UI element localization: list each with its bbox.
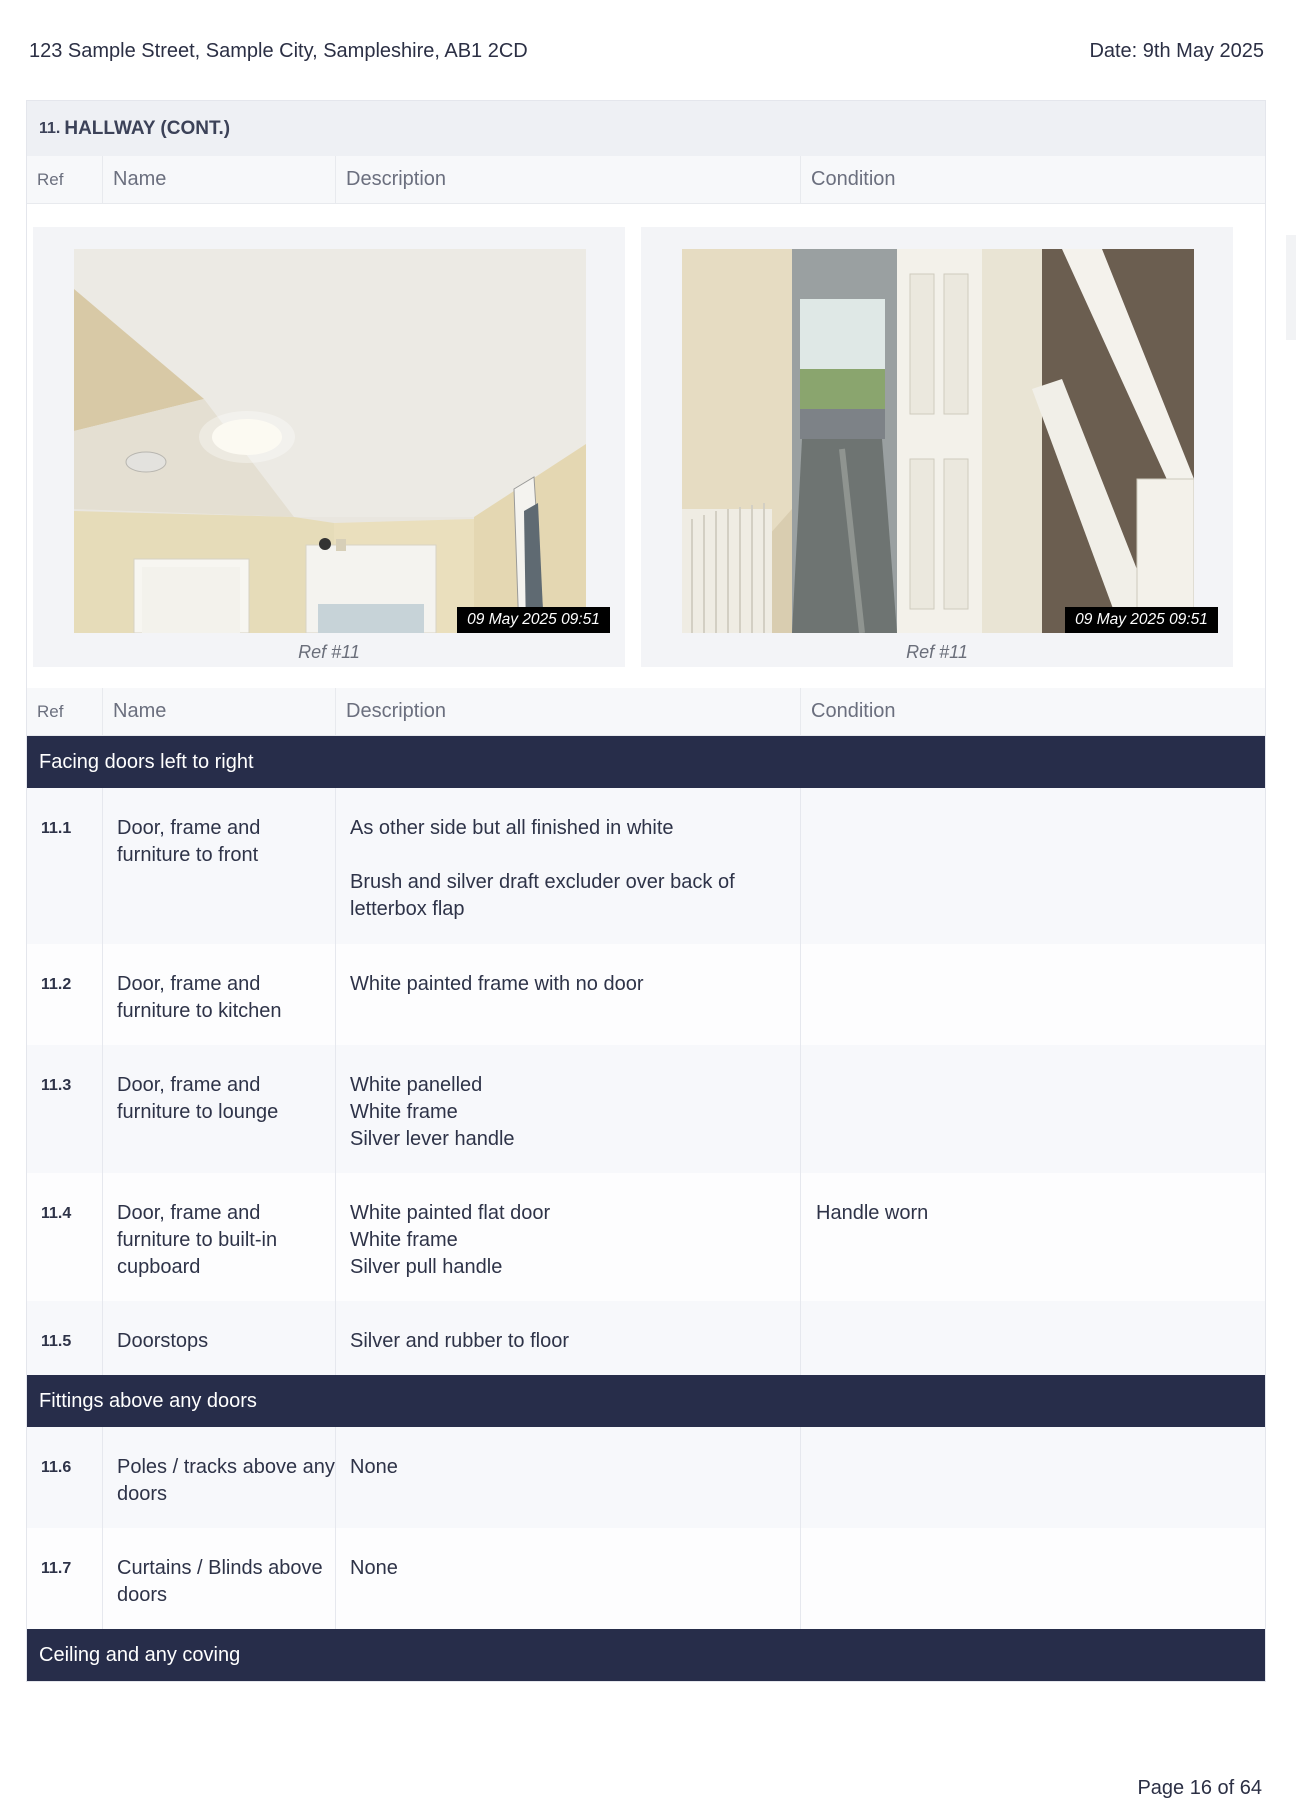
item-description: White painted frame with no door <box>336 944 801 1045</box>
table-row <box>27 944 1265 1045</box>
description-line: White frame <box>350 1229 458 1251</box>
table-row <box>27 1301 1265 1375</box>
item-description: Silver and rubber to floor <box>336 1301 801 1375</box>
group-header-ceiling: Ceiling and any coving <box>27 1629 1265 1681</box>
photo-card[interactable] <box>33 227 625 667</box>
item-description: None <box>336 1528 801 1629</box>
item-name: Poles / tracks above any doors <box>103 1427 336 1528</box>
column-name: Name <box>103 688 336 735</box>
page-header <box>29 40 1264 63</box>
description-line: Silver lever handle <box>350 1128 515 1150</box>
column-name: Name <box>103 156 336 203</box>
item-condition <box>801 788 1265 944</box>
item-name: Door, frame and furniture to kitchen <box>103 944 336 1045</box>
item-condition <box>801 1045 1265 1173</box>
inventory-table <box>26 100 1266 1682</box>
column-header-row <box>27 156 1265 204</box>
item-description <box>336 1173 801 1301</box>
item-description <box>336 788 801 944</box>
item-condition <box>801 1427 1265 1528</box>
item-ref: 11.5 <box>27 1301 103 1375</box>
table-row <box>27 1173 1265 1301</box>
photo-hallway-ceiling[interactable] <box>74 249 586 633</box>
group-header-doors: Facing doors left to right <box>27 736 1265 788</box>
item-condition <box>801 1528 1265 1629</box>
description-line: White panelled <box>350 1074 483 1096</box>
description-line: As other side but all finished in white <box>350 817 674 839</box>
description-line: White frame <box>350 1101 458 1123</box>
item-name: Curtains / Blinds above doors <box>103 1528 336 1629</box>
item-ref: 11.3 <box>27 1045 103 1173</box>
group-header-fittings: Fittings above any doors <box>27 1375 1265 1427</box>
column-condition: Condition <box>811 168 896 190</box>
item-name: Door, frame and furniture to built-in cupboard <box>103 1173 336 1301</box>
column-ref: Ref <box>27 156 103 203</box>
item-description: None <box>336 1427 801 1528</box>
description-line: White painted flat door <box>350 1202 551 1224</box>
photo-hallway-stairs[interactable] <box>682 249 1194 633</box>
item-ref: 11.6 <box>27 1427 103 1528</box>
column-description: Description <box>336 156 801 203</box>
column-header-row <box>27 688 1265 736</box>
column-ref: Ref <box>27 688 103 735</box>
section-title <box>27 101 1265 156</box>
item-condition: Handle worn <box>816 1202 929 1224</box>
table-row <box>27 788 1265 944</box>
table-row <box>27 1528 1265 1629</box>
photo-ref: Ref #11 <box>906 642 968 662</box>
table-row <box>27 1045 1265 1173</box>
photo-timestamp: 09 May 2025 09:51 <box>1065 607 1218 633</box>
item-condition <box>801 1301 1265 1375</box>
page-number: Page 16 of 64 <box>1137 1777 1262 1799</box>
item-name: Door, frame and furniture to front <box>103 788 336 944</box>
property-address: 123 Sample Street, Sample City, Sampleshire, AB1 2CD <box>29 40 528 62</box>
item-name: Doorstops <box>103 1301 336 1375</box>
photo-gallery <box>27 204 1265 688</box>
item-ref: 11.1 <box>27 788 103 944</box>
item-name: Door, frame and furniture to lounge <box>103 1045 336 1173</box>
item-ref: 11.2 <box>27 944 103 1045</box>
item-ref: 11.4 <box>27 1173 103 1301</box>
section-number: 11. <box>39 119 61 137</box>
column-description: Description <box>336 688 801 735</box>
table-row <box>27 1427 1265 1528</box>
item-ref: 11.7 <box>27 1528 103 1629</box>
photo-ref: Ref #11 <box>298 642 360 662</box>
item-description <box>336 1045 801 1173</box>
photo-timestamp: 09 May 2025 09:51 <box>457 607 610 633</box>
photo-card[interactable] <box>641 227 1233 667</box>
column-condition: Condition <box>811 700 896 722</box>
item-condition <box>801 944 1265 1045</box>
description-line: Brush and silver draft excluder over back of letterbox flap <box>350 871 735 920</box>
description-line: Silver pull handle <box>350 1256 503 1278</box>
scrollbar[interactable] <box>1286 235 1296 340</box>
section-name: HALLWAY (CONT.) <box>64 117 231 139</box>
report-date: Date: 9th May 2025 <box>1089 40 1264 62</box>
